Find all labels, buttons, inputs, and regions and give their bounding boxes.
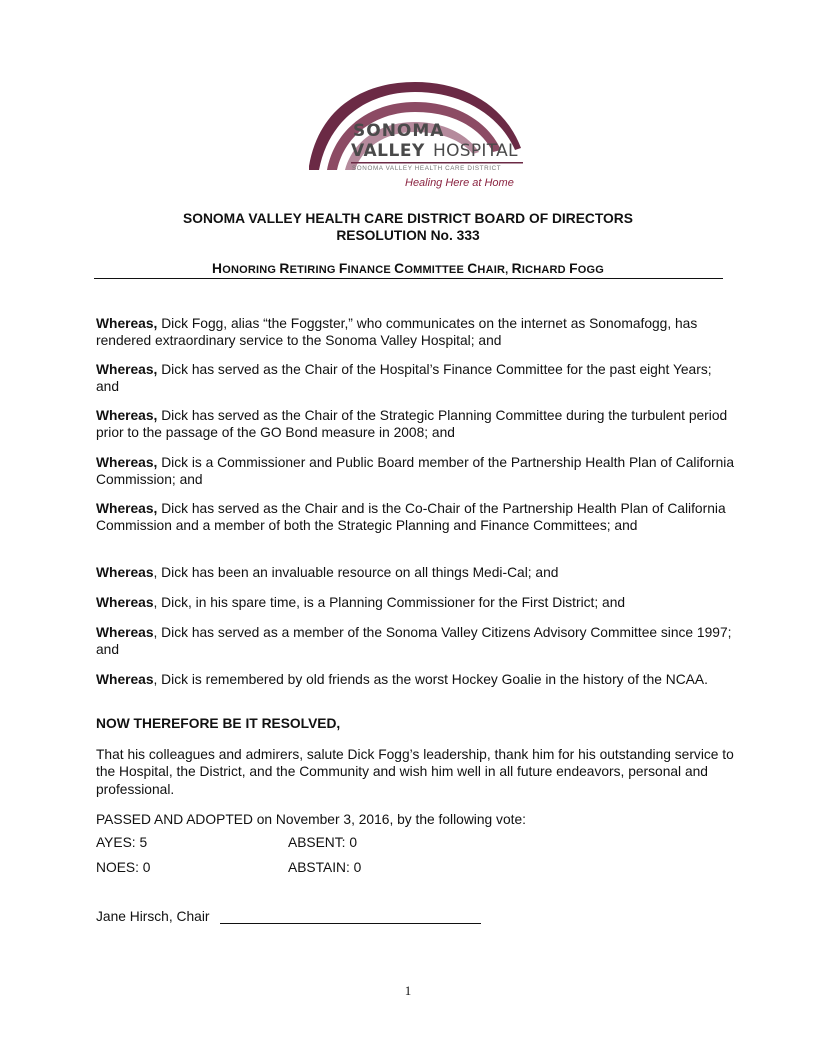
whereas-label: Whereas, (96, 501, 158, 516)
whereas-paragraph-8 (96, 624, 736, 659)
whereas-text: Dick is a Commissioner and Public Board member of the Partnership Health Plan of California Commission; and (96, 455, 735, 488)
whereas-label: Whereas (96, 565, 154, 580)
whereas-text: Dick Fogg, alias “the Foggster,” who communicates on the internet as Sonomafogg, has rendered extraordinary service to the Sonoma Valley Hospital; and (96, 316, 698, 349)
whereas-text: , Dick is remembered by old friends as the worst Hockey Goalie in the history of the NCAA. (153, 672, 708, 687)
logo-text-valley: VALLEY (351, 141, 425, 161)
title-rule (94, 278, 723, 279)
signature-label: Jane Hirsch, Chair (96, 909, 210, 924)
document-title-line-2: RESOLUTION No. 333 (336, 228, 480, 243)
logo-text-district: SONOMA VALLEY HEALTH CARE DISTRICT (352, 165, 502, 172)
whereas-label: Whereas (96, 595, 154, 610)
whereas-text: Dick has served as the Chair of the Strategic Planning Committee during the turbulent period prior to the passage of the GO Bond measure in 2008; and (96, 408, 728, 441)
vote-ayes: AYES: 5 (96, 835, 148, 850)
logo-text-hospital: HOSPITAL (433, 141, 518, 161)
whereas-paragraph-2 (96, 361, 736, 396)
whereas-paragraph-7 (96, 594, 736, 611)
logo-tagline: Healing Here at Home (405, 177, 514, 189)
logo-text-sonoma: SONOMA (353, 121, 445, 141)
whereas-label: Whereas, (96, 455, 158, 470)
whereas-paragraph-5 (96, 500, 736, 535)
whereas-paragraph-4 (96, 454, 736, 489)
whereas-label: Whereas, (96, 362, 158, 377)
whereas-label: Whereas, (96, 316, 158, 331)
vote-noes: NOES: 0 (96, 860, 151, 875)
hospital-logo (305, 78, 527, 196)
vote-abstain: ABSTAIN: 0 (288, 860, 362, 875)
whereas-text: Dick has served as the Chair of the Hospital’s Finance Committee for the past eight Years; and (96, 362, 712, 395)
resolution-subtitle (0, 261, 816, 276)
whereas-text: , Dick has been an invaluable resource on all things Medi-Cal; and (153, 565, 559, 580)
whereas-label: Whereas, (96, 408, 158, 423)
signature-line (220, 923, 481, 924)
whereas-label: Whereas (96, 625, 154, 640)
document-title-line-1: SONOMA VALLEY HEALTH CARE DISTRICT BOARD OF DIRECTORS (183, 211, 633, 226)
whereas-paragraph-3 (96, 407, 736, 442)
resolution-subtitle-text: HONORING RETIRING FINANCE COMMITTEE CHAIR, RICHARD FOGG (212, 261, 604, 276)
whereas-text: , Dick, in his spare time, is a Planning Commissioner for the First District; and (153, 595, 626, 610)
page-number: 1 (404, 983, 412, 998)
whereas-text: , Dick has served as a member of the Sonoma Valley Citizens Advisory Committee since 1997; and (96, 625, 732, 658)
whereas-label: Whereas (96, 672, 154, 687)
passed-adopted-text: PASSED AND ADOPTED on November 3, 2016, by the following vote: (96, 812, 526, 827)
whereas-text: Dick has served as the Chair and is the Co-Chair of the Partnership Health Plan of California Commission and a member of both the Strategic Planning and Finance Committees; and (96, 501, 726, 534)
resolved-heading: NOW THEREFORE BE IT RESOLVED, (96, 716, 341, 731)
resolution-text: That his colleagues and admirers, salute Dick Fogg’s leadership, thank him for his outstanding service to the Hospital, the District, and the Community and wish him well in all future endeavors, personal and professional. (96, 747, 734, 797)
whereas-paragraph-9 (96, 671, 736, 688)
whereas-paragraph-1 (96, 315, 736, 350)
vote-absent: ABSENT: 0 (288, 835, 358, 850)
whereas-paragraph-6 (96, 564, 736, 581)
